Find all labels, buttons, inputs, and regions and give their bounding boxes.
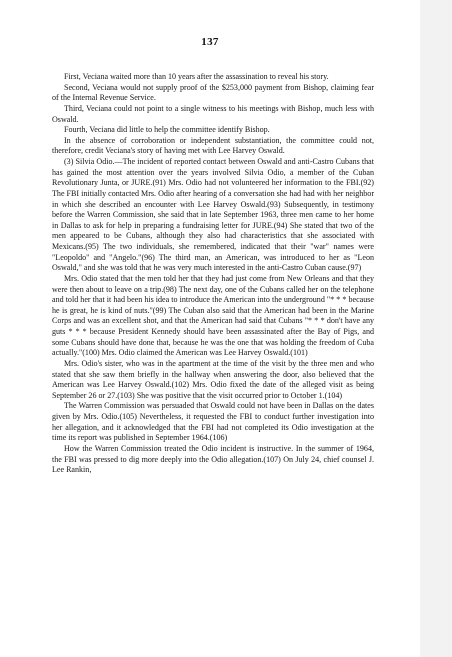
body-text [52,56,374,476]
paragraph: Fourth, Veciana did little to help the committee identify Bishop. [64,125,270,135]
paragraph: The Warren Commission was persuaded that Oswald could not have been in Dallas on the dates given by Mrs. Odio.(105) Nevertheless, it requested the FBI to conduct further investigation into her allegation, and it acknowledged that the FBI had not completed its Odio investigation at the time its report was published in September 1964.(106) [52,401,374,443]
viewer-margin [420,0,452,657]
paragraph: (3) Silvia Odio.—The incident of reported contact between Oswald and anti-Castro Cubans that has gained the most attention over the years involved Silvia Odio, a member of the Cuban Revolutionary Junta, or JURE.(91) Mrs. Odio had not volunteered her information to the FBI.(92) The FBI initially contacted Mrs. Odio after hearing of a conversation she had had with her neighbor in which she described an encounter with Lee Harvey Oswald.(93) Subsequently, in testimony before the Warren Commission, she said that in late September 1963, three men came to her home in Dallas to ask for help in preparing a fundraising letter for JURE.(94) She stated that two of the men appeared to be Cubans, although they also had characteristics that she associated with Mexicans.(95) The two individuals, she remembered, indicated that their "war" names were "Leopoldo" and "Angelo."(96) The third man, an American, was introduced to her as "Leon Oswald," and she was told that he was very much interested in the anti-Castro Cuban cause.(97) [52,157,374,273]
paragraph: How the Warren Commission treated the Odio incident is instructive. In the summer of 1964, the FBI was pressed to dig more deeply into the Odio allegation.(107) On July 24, chief counsel J. Lee Rankin, [52,443,374,475]
page-number: 137 [201,36,219,48]
paragraph: Mrs. Odio's sister, who was in the apartment at the time of the visit by the three men and who stated that she saw them briefly in the hallway when answering the door, also believed that the American was Lee Harvey Oswald.(102) Mrs. Odio fixed the date of the alleged visit as being September 26 or 27.(103) She was positive that the visit occurred prior to October 1.(104) [52,358,374,400]
paragraph: Mrs. Odio stated that the men told her that they had just come from New Orleans and that they were then about to leave on a trip.(98) The next day, one of the Cubans called her on the telephone and told her that it had been his idea to introduce the American into the underground "* * * because he is great, he is kind of nuts."(99) The Cuban also said that the American had been in the Marine Corps and was an excellent shot, and that the American had said that Cubans "* * * don't have any guts * * * because President Kennedy should have been assassinated after the Bay of Pigs, and some Cubans should have done that, because he was the one that was holding the freedom of Cuba actually."(100) Mrs. Odio claimed the American was Lee Harvey Oswald.(101) [52,273,374,358]
paragraph: Second, Veciana would not supply proof of the $253,000 payment from Bishop, claiming fear of the Internal Revenue Service. [52,82,374,103]
paragraph: Third, Veciana could not point to a single witness to his meetings with Bishop, much less with Oswald. [52,103,374,124]
paragraph: In the absence of corroboration or independent substantiation, the committee could not, therefore, credit Veciana's story of having met with Lee Harvey Oswald. [52,135,374,156]
paragraph: First, Veciana waited more than 10 years after the assassination to reveal his story. [64,72,329,81]
